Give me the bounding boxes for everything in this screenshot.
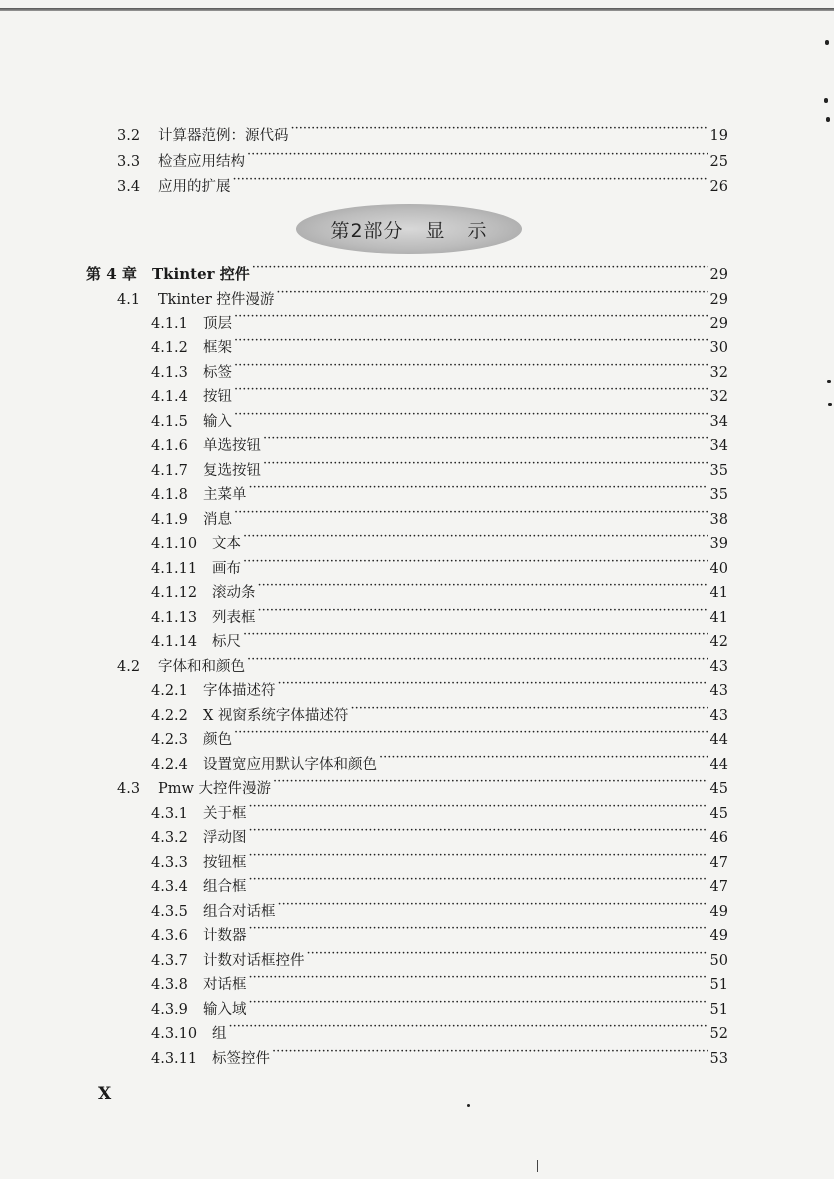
toc-page-number: 49 [709, 928, 728, 944]
toc-title: 顶层 [203, 316, 232, 332]
toc-title: 计数对话框控件 [203, 953, 305, 969]
dot-leader [272, 1041, 708, 1063]
toc-subsection-row [151, 747, 728, 773]
part-word-2: 示 [467, 219, 488, 242]
dot-leader [263, 453, 708, 475]
dot-leader [234, 722, 708, 744]
dot-leader [249, 918, 708, 940]
toc-page-number: 29 [709, 292, 728, 308]
toc-section-row [117, 771, 728, 797]
part-word-1: 显 [425, 219, 446, 242]
toc-section-row [117, 649, 728, 675]
toc-title: 输入域 [203, 1002, 247, 1018]
toc-page-number: 45 [709, 806, 728, 822]
toc-page-number: 41 [709, 610, 728, 626]
toc-subsection-row [151, 796, 728, 822]
toc-page-number: 34 [709, 414, 728, 430]
toc-subsection-row [151, 575, 728, 601]
dot-leader [350, 698, 707, 720]
dot-leader [263, 428, 708, 450]
toc-page-number: 43 [709, 683, 728, 699]
dot-leader [234, 306, 708, 328]
toc-subsection-row [151, 379, 728, 405]
toc-page-number: 39 [709, 536, 728, 552]
toc-subsection-row [151, 967, 728, 993]
dot-leader [243, 526, 708, 548]
toc-number: 4.2.2 [151, 708, 188, 724]
toc-title: X 视窗系统字体描述符 [203, 708, 349, 724]
toc-subsection-row [151, 551, 728, 577]
toc-number: 4.1.14 [151, 634, 198, 650]
toc-number: 4.3.5 [151, 904, 188, 920]
toc-title: 框架 [203, 340, 232, 356]
toc-subsection-row [151, 453, 728, 479]
toc-title: 标尺 [212, 634, 241, 650]
toc-number: 4.3.8 [151, 977, 188, 993]
dot-leader [252, 257, 708, 279]
toc-subsection-row [151, 673, 728, 699]
toc-subsection-row [151, 698, 728, 724]
toc-number: 4.1.8 [151, 487, 188, 503]
dot-leader [273, 771, 708, 793]
toc-title: 检查应用结构 [158, 154, 245, 170]
toc-title: 按钮 [203, 389, 232, 405]
toc-title: 应用的扩展 [158, 179, 231, 195]
dot-leader [291, 118, 708, 140]
toc-page-number: 53 [709, 1051, 728, 1067]
dot-leader [249, 796, 708, 818]
dot-leader [249, 477, 708, 499]
dot-leader [249, 992, 708, 1014]
toc-title: 消息 [203, 512, 232, 528]
toc-number: 4.3.1 [151, 806, 188, 822]
toc-title: 颜色 [203, 732, 232, 748]
dot-leader [247, 649, 708, 671]
toc-subsection-row [151, 600, 728, 626]
dot-leader [249, 967, 708, 989]
toc-number: 4.1.4 [151, 389, 188, 405]
toc-section-row [117, 169, 728, 195]
toc-subsection-row [151, 330, 728, 356]
toc-title: 文本 [212, 536, 241, 552]
dot-leader [234, 502, 708, 524]
toc-title: 浮动图 [203, 830, 247, 846]
dot-leader [234, 330, 708, 352]
toc-page-number: 29 [709, 316, 728, 332]
toc-number: 4.1.6 [151, 438, 188, 454]
toc-title: 标签控件 [212, 1051, 270, 1067]
toc-number: 4.2.1 [151, 683, 188, 699]
toc-page-number: 35 [709, 487, 728, 503]
toc-title: 对话框 [203, 977, 247, 993]
toc-page-number: 47 [709, 855, 728, 871]
toc-number: 4.3.10 [151, 1026, 198, 1042]
toc-number: 4.1.1 [151, 316, 188, 332]
toc-number: 3.3 [117, 154, 141, 170]
toc-page-number: 49 [709, 904, 728, 920]
toc-number: 4.3.7 [151, 953, 188, 969]
binding-mark [537, 1160, 538, 1172]
dot-leader [379, 747, 708, 769]
dot-leader [234, 355, 708, 377]
toc-page-number: 32 [709, 389, 728, 405]
toc-section-row [117, 282, 728, 308]
dot-leader [234, 379, 708, 401]
toc-page-number: 45 [709, 781, 728, 797]
toc-number: 4.1.7 [151, 463, 188, 479]
toc-subsection-row [151, 355, 728, 381]
toc-number: 4.2.3 [151, 732, 188, 748]
toc-number: 4.3.11 [151, 1051, 198, 1067]
toc-number: 4.1 [117, 292, 141, 308]
toc-title: 字体和和颜色 [158, 659, 245, 675]
dot-leader [278, 673, 708, 695]
toc-subsection-row [151, 918, 728, 944]
top-rule [0, 8, 834, 11]
toc-title: 组合框 [203, 879, 247, 895]
toc-page-number: 41 [709, 585, 728, 601]
toc-number: 4.1.3 [151, 365, 188, 381]
toc-title: 列表框 [212, 610, 256, 626]
toc-page-number: 42 [709, 634, 728, 650]
toc-page-number: 25 [709, 154, 728, 170]
toc-number: 4.1.13 [151, 610, 198, 626]
toc-title: 标签 [203, 365, 232, 381]
toc-title: 组合对话框 [203, 904, 276, 920]
page-number-roman: X [98, 1084, 112, 1104]
toc-title: 组 [212, 1026, 227, 1042]
toc-number: 4.3.2 [151, 830, 188, 846]
toc-subsection-row [151, 502, 728, 528]
dot-leader [249, 820, 708, 842]
toc-subsection-row [151, 428, 728, 454]
toc-section-row [117, 144, 728, 170]
part-label: 第2部分 [330, 219, 404, 242]
toc-title: 单选按钮 [203, 438, 261, 454]
toc-page-number: 44 [709, 757, 728, 773]
toc-number: 3.4 [117, 179, 141, 195]
dot-leader [307, 943, 708, 965]
toc-page-number: 51 [709, 977, 728, 993]
toc-page-number: 50 [709, 953, 728, 969]
toc-subsection-row [151, 306, 728, 332]
toc-number: 第 4 章 [86, 265, 137, 283]
toc-page-number: 52 [709, 1026, 728, 1042]
toc-subsection-row [151, 477, 728, 503]
toc-page-number: 51 [709, 1002, 728, 1018]
toc-subsection-row [151, 869, 728, 895]
part-banner [296, 204, 522, 254]
toc-number: 4.1.10 [151, 536, 198, 552]
toc-page-number: 29 [709, 267, 728, 283]
toc-number: 4.1.9 [151, 512, 188, 528]
toc-page-number: 19 [709, 128, 728, 144]
toc-subsection-row [151, 526, 728, 552]
toc-number: 4.2 [117, 659, 141, 675]
dot-leader [247, 144, 708, 166]
dot-leader [249, 845, 708, 867]
toc-subsection-row [151, 894, 728, 920]
toc-number: 4.3.4 [151, 879, 188, 895]
toc-number: 4.1.2 [151, 340, 188, 356]
dot-leader [258, 600, 708, 622]
toc-subsection-row [151, 943, 728, 969]
dot-leader [249, 869, 708, 891]
dot-leader [234, 404, 708, 426]
toc-chapter-row [86, 257, 728, 283]
toc-number: 4.1.5 [151, 414, 188, 430]
toc-number: 4.3 [117, 781, 141, 797]
toc-title: Tkinter 控件 [152, 265, 250, 283]
toc-subsection-row [151, 624, 728, 650]
dot-leader [243, 624, 708, 646]
toc-title: 字体描述符 [203, 683, 276, 699]
toc-page-number: 30 [709, 340, 728, 356]
dot-leader [233, 169, 708, 191]
toc-title: Tkinter 控件漫游 [158, 292, 275, 308]
toc-number: 4.3.9 [151, 1002, 188, 1018]
toc-subsection-row [151, 404, 728, 430]
dot-leader [243, 551, 708, 573]
toc-title: 画布 [212, 561, 241, 577]
dot-leader [276, 282, 707, 304]
toc-subsection-row [151, 1041, 728, 1067]
toc-page-number: 26 [709, 179, 728, 195]
dot-leader [258, 575, 708, 597]
toc-title: 关于框 [203, 806, 247, 822]
toc-page-number: 43 [709, 659, 728, 675]
toc-title: 主菜单 [203, 487, 247, 503]
toc-title: 按钮框 [203, 855, 247, 871]
toc-title: 计算器范例：源代码 [158, 128, 289, 144]
toc-title: 滚动条 [212, 585, 256, 601]
toc-title: Pmw 大控件漫游 [158, 781, 272, 797]
toc-number: 4.2.4 [151, 757, 188, 773]
toc-page-number: 34 [709, 438, 728, 454]
toc-subsection-row [151, 820, 728, 846]
dot-leader [278, 894, 708, 916]
toc-title: 输入 [203, 414, 232, 430]
toc-section-row [117, 118, 728, 144]
toc-subsection-row [151, 1016, 728, 1042]
toc-title: 计数器 [203, 928, 247, 944]
toc-number: 4.1.12 [151, 585, 198, 601]
toc-page-number: 40 [709, 561, 728, 577]
toc-page-number: 35 [709, 463, 728, 479]
toc-page-number: 43 [709, 708, 728, 724]
toc-subsection-row [151, 992, 728, 1018]
toc-number: 4.3.6 [151, 928, 188, 944]
toc-title: 复选按钮 [203, 463, 261, 479]
toc-page-number: 47 [709, 879, 728, 895]
toc-number: 4.3.3 [151, 855, 188, 871]
toc-page-number: 38 [709, 512, 728, 528]
dot-leader [229, 1016, 708, 1038]
toc-title: 设置宽应用默认字体和颜色 [203, 757, 377, 773]
toc-page-number: 46 [709, 830, 728, 846]
toc-page-number: 32 [709, 365, 728, 381]
toc-page-number: 44 [709, 732, 728, 748]
toc-subsection-row [151, 722, 728, 748]
toc-subsection-row [151, 845, 728, 871]
toc-number: 4.1.11 [151, 561, 198, 577]
toc-number: 3.2 [117, 128, 141, 144]
